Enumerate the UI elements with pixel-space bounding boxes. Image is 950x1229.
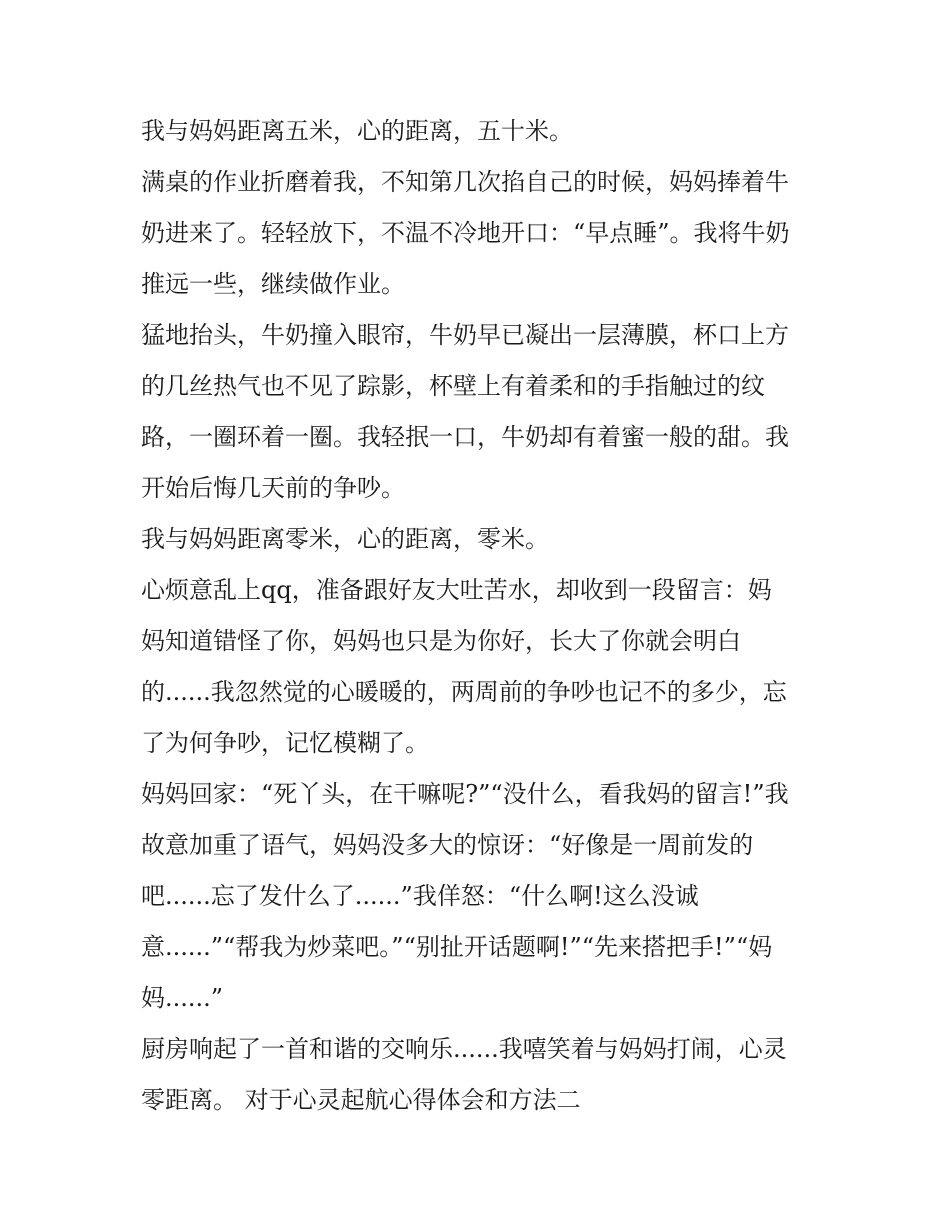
document-body [141,106,821,1126]
text-line: 妈......” [141,984,224,1012]
text-line: 满桌的作业折磨着我，不知第几次掐自己的时候，妈妈捧着牛 [141,168,789,196]
text-line: 我与妈妈距离零米，心的距离，零米。 [141,525,549,553]
text-line: 故意加重了语气，妈妈没多大的惊讶：“好像是一周前发的 [141,831,754,859]
text-line: 路，一圈环着一圈。我轻抿一口，牛奶却有着蜜一般的甜。我 [141,423,789,451]
text-line: 的......我忽然觉的心暖暖的，两周前的争吵也记不的多少，忘 [141,678,787,706]
text-line: 意......”“帮我为炒菜吧。”“别扯开话题啊!”“先来搭把手!”“妈 [141,933,773,961]
text-line: 妈妈回家：“死丫头，在干嘛呢?”“没什么，看我妈的留言!”我 [141,780,789,808]
text-line: 了为何争吵，记忆模糊了。 [141,729,429,757]
text-line: 厨房响起了一首和谐的交响乐......我嘻笑着与妈妈打闹，心灵 [141,1035,787,1063]
text-line: 我与妈妈距离五米，心的距离，五十米。 [141,117,573,145]
text-line: 吧......忘了发什么了......”我佯怒：“什么啊!这么没诚 [141,882,699,910]
text-line: 的几丝热气也不见了踪影，杯壁上有着柔和的手指触过的纹 [141,372,765,400]
text-line: 零距离。 对于心灵起航心得体会和方法二 [141,1086,581,1114]
text-line: 猛地抬头，牛奶撞入眼帘，牛奶早已凝出一层薄膜，杯口上方 [141,321,789,349]
text-line: 奶进来了。轻轻放下，不温不冷地开口：“早点睡”。我将牛奶 [141,219,790,247]
text-line: 妈知道错怪了你，妈妈也只是为你好，长大了你就会明白 [141,627,741,655]
text-line: 心烦意乱上qq，准备跟好友大吐苦水，却收到一段留言：妈 [141,576,772,604]
text-line: 推远一些，继续做作业。 [141,270,405,298]
text-line: 开始后悔几天前的争吵。 [141,474,405,502]
